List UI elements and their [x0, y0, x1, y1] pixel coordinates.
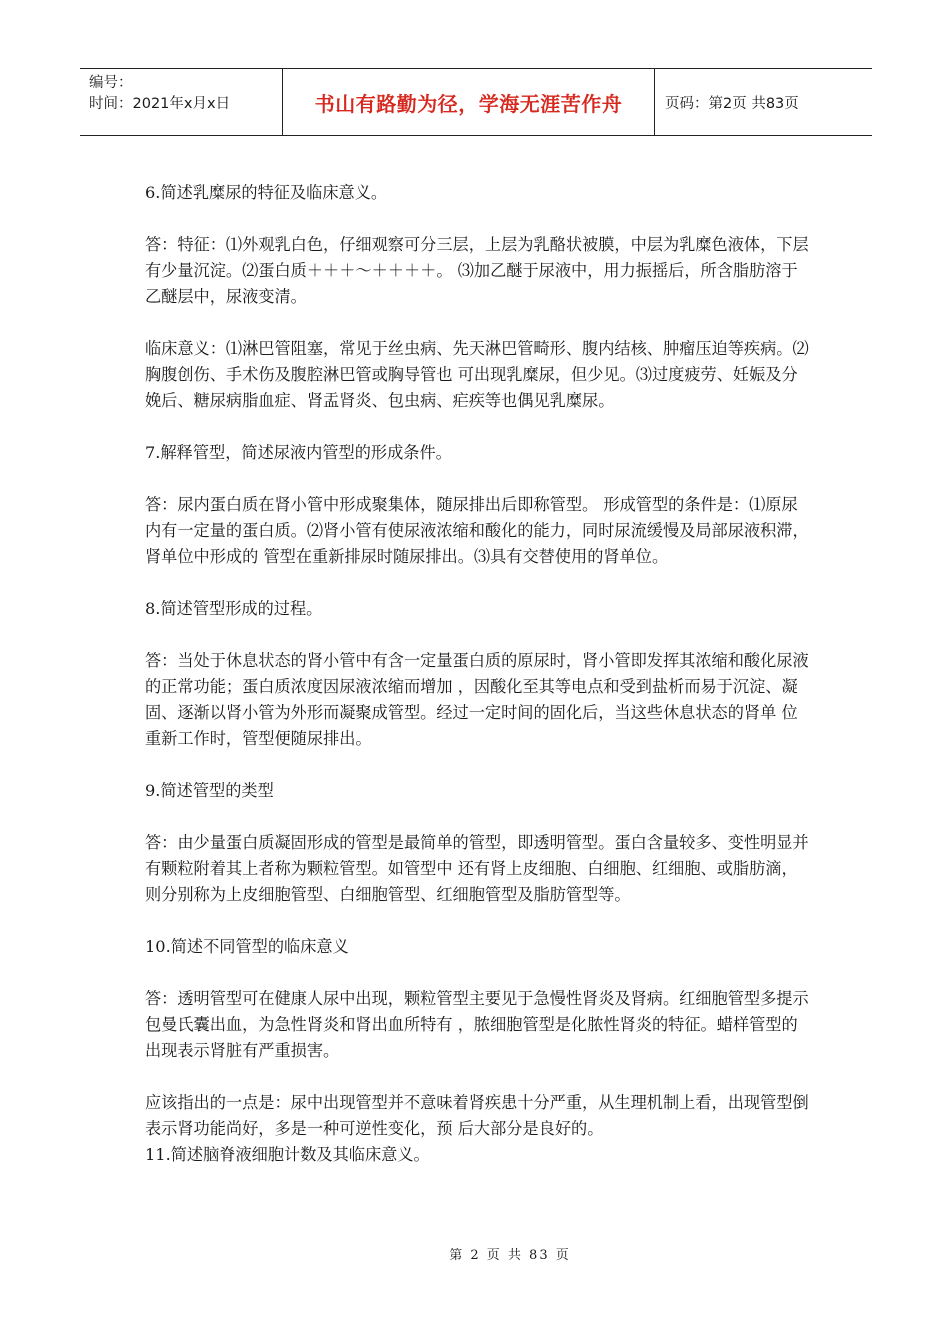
question-11: 11.简述脑脊液细胞计数及其临床意义。: [145, 1145, 430, 1164]
date-line: 时间：2021年x月x日: [89, 96, 231, 112]
answer-8: 答：当处于休息状态的肾小管中有含一定量蛋白质的原尿时，肾小管即发挥其浓缩和酸化尿液的正常功能；蛋白质浓度因尿液浓缩而增加 ，因酸化至其等电点和受到盐析而易于沉淀、凝固、逐渐以肾小管为外形而凝聚成管型。经过一定时间的固化后，当这些休息状态的肾单 位重新工作时，管型便随尿排出。: [145, 651, 809, 748]
note-paragraph: 应该指出的一点是：尿中出现管型并不意味着肾疾患十分严重，从生理机制上看，出现管型倒表示肾功能尚好，多是一种可逆性变化，预 后大部分是良好的。: [145, 1093, 809, 1138]
question-8: 8.简述管型形成的过程。: [145, 599, 323, 618]
answer-6-clinical: 临床意义：⑴淋巴管阻塞，常见于丝虫病、先天淋巴管畸形、腹内结核、肿瘤压迫等疾病。⑵胸腹创伤、手术伤及腹腔淋巴管或胸导管也 可出现乳糜尿，但少见。⑶过度疲劳、妊娠及分娩后、糖尿病脂血症、肾盂肾炎、包虫病、疟疾等也偶见乳糜尿。: [145, 339, 809, 410]
question-9: 9.简述管型的类型: [145, 781, 274, 800]
header-motto: 书山有路勤为径，学海无涯苦作舟: [283, 69, 655, 135]
answer-9: 答：由少量蛋白质凝固形成的管型是最简单的管型，即透明管型。蛋白含量较多、变性明显并有颗粒附着其上者称为颗粒管型。如管型中 还有肾上皮细胞、白细胞、红细胞、或脂肪滴，则分别称为上皮细胞管型、白细胞管型、红细胞管型及脂肪管型等。: [145, 833, 809, 904]
number-label: 编号：: [89, 75, 133, 91]
page-footer: 第 2 页 共 83 页: [449, 1248, 571, 1263]
question-10: 10.简述不同管型的临床意义: [145, 937, 349, 956]
question-7: 7.解释管型，简述尿液内管型的形成条件。: [145, 443, 452, 462]
document-body: [145, 180, 809, 1168]
header-table: [80, 68, 872, 136]
answer-10: 答：透明管型可在健康人尿中出现，颗粒管型主要见于急慢性肾炎及肾病。红细胞管型多提示包曼氏囊出血，为急性肾炎和肾出血所特有 ，脓细胞管型是化脓性肾炎的特征。蜡样管型的出现表示肾脏有严重损害。: [145, 989, 809, 1060]
header-meta: [80, 69, 283, 135]
header-page-info: 页码：第2页 共83页: [665, 95, 799, 112]
answer-6-features: 答：特征：⑴外观乳白色，仔细观察可分三层，上层为乳酪状被膜，中层为乳糜色液体，下层有少量沉淀。⑵蛋白质＋＋＋～＋＋＋＋。 ⑶加乙醚于尿液中，用力振摇后，所含脂肪溶于乙醚层中，尿液变清。: [145, 235, 809, 306]
question-6: 6.简述乳糜尿的特征及临床意义。: [145, 183, 388, 202]
answer-7: 答：尿内蛋白质在肾小管中形成聚集体，随尿排出后即称管型。 形成管型的条件是：⑴原尿内有一定量的蛋白质。⑵肾小管有使尿液浓缩和酸化的能力，同时尿流缓慢及局部尿液积滞，肾单位中形成的 管型在重新排尿时随尿排出。⑶具有交替使用的肾单位。: [145, 495, 809, 566]
